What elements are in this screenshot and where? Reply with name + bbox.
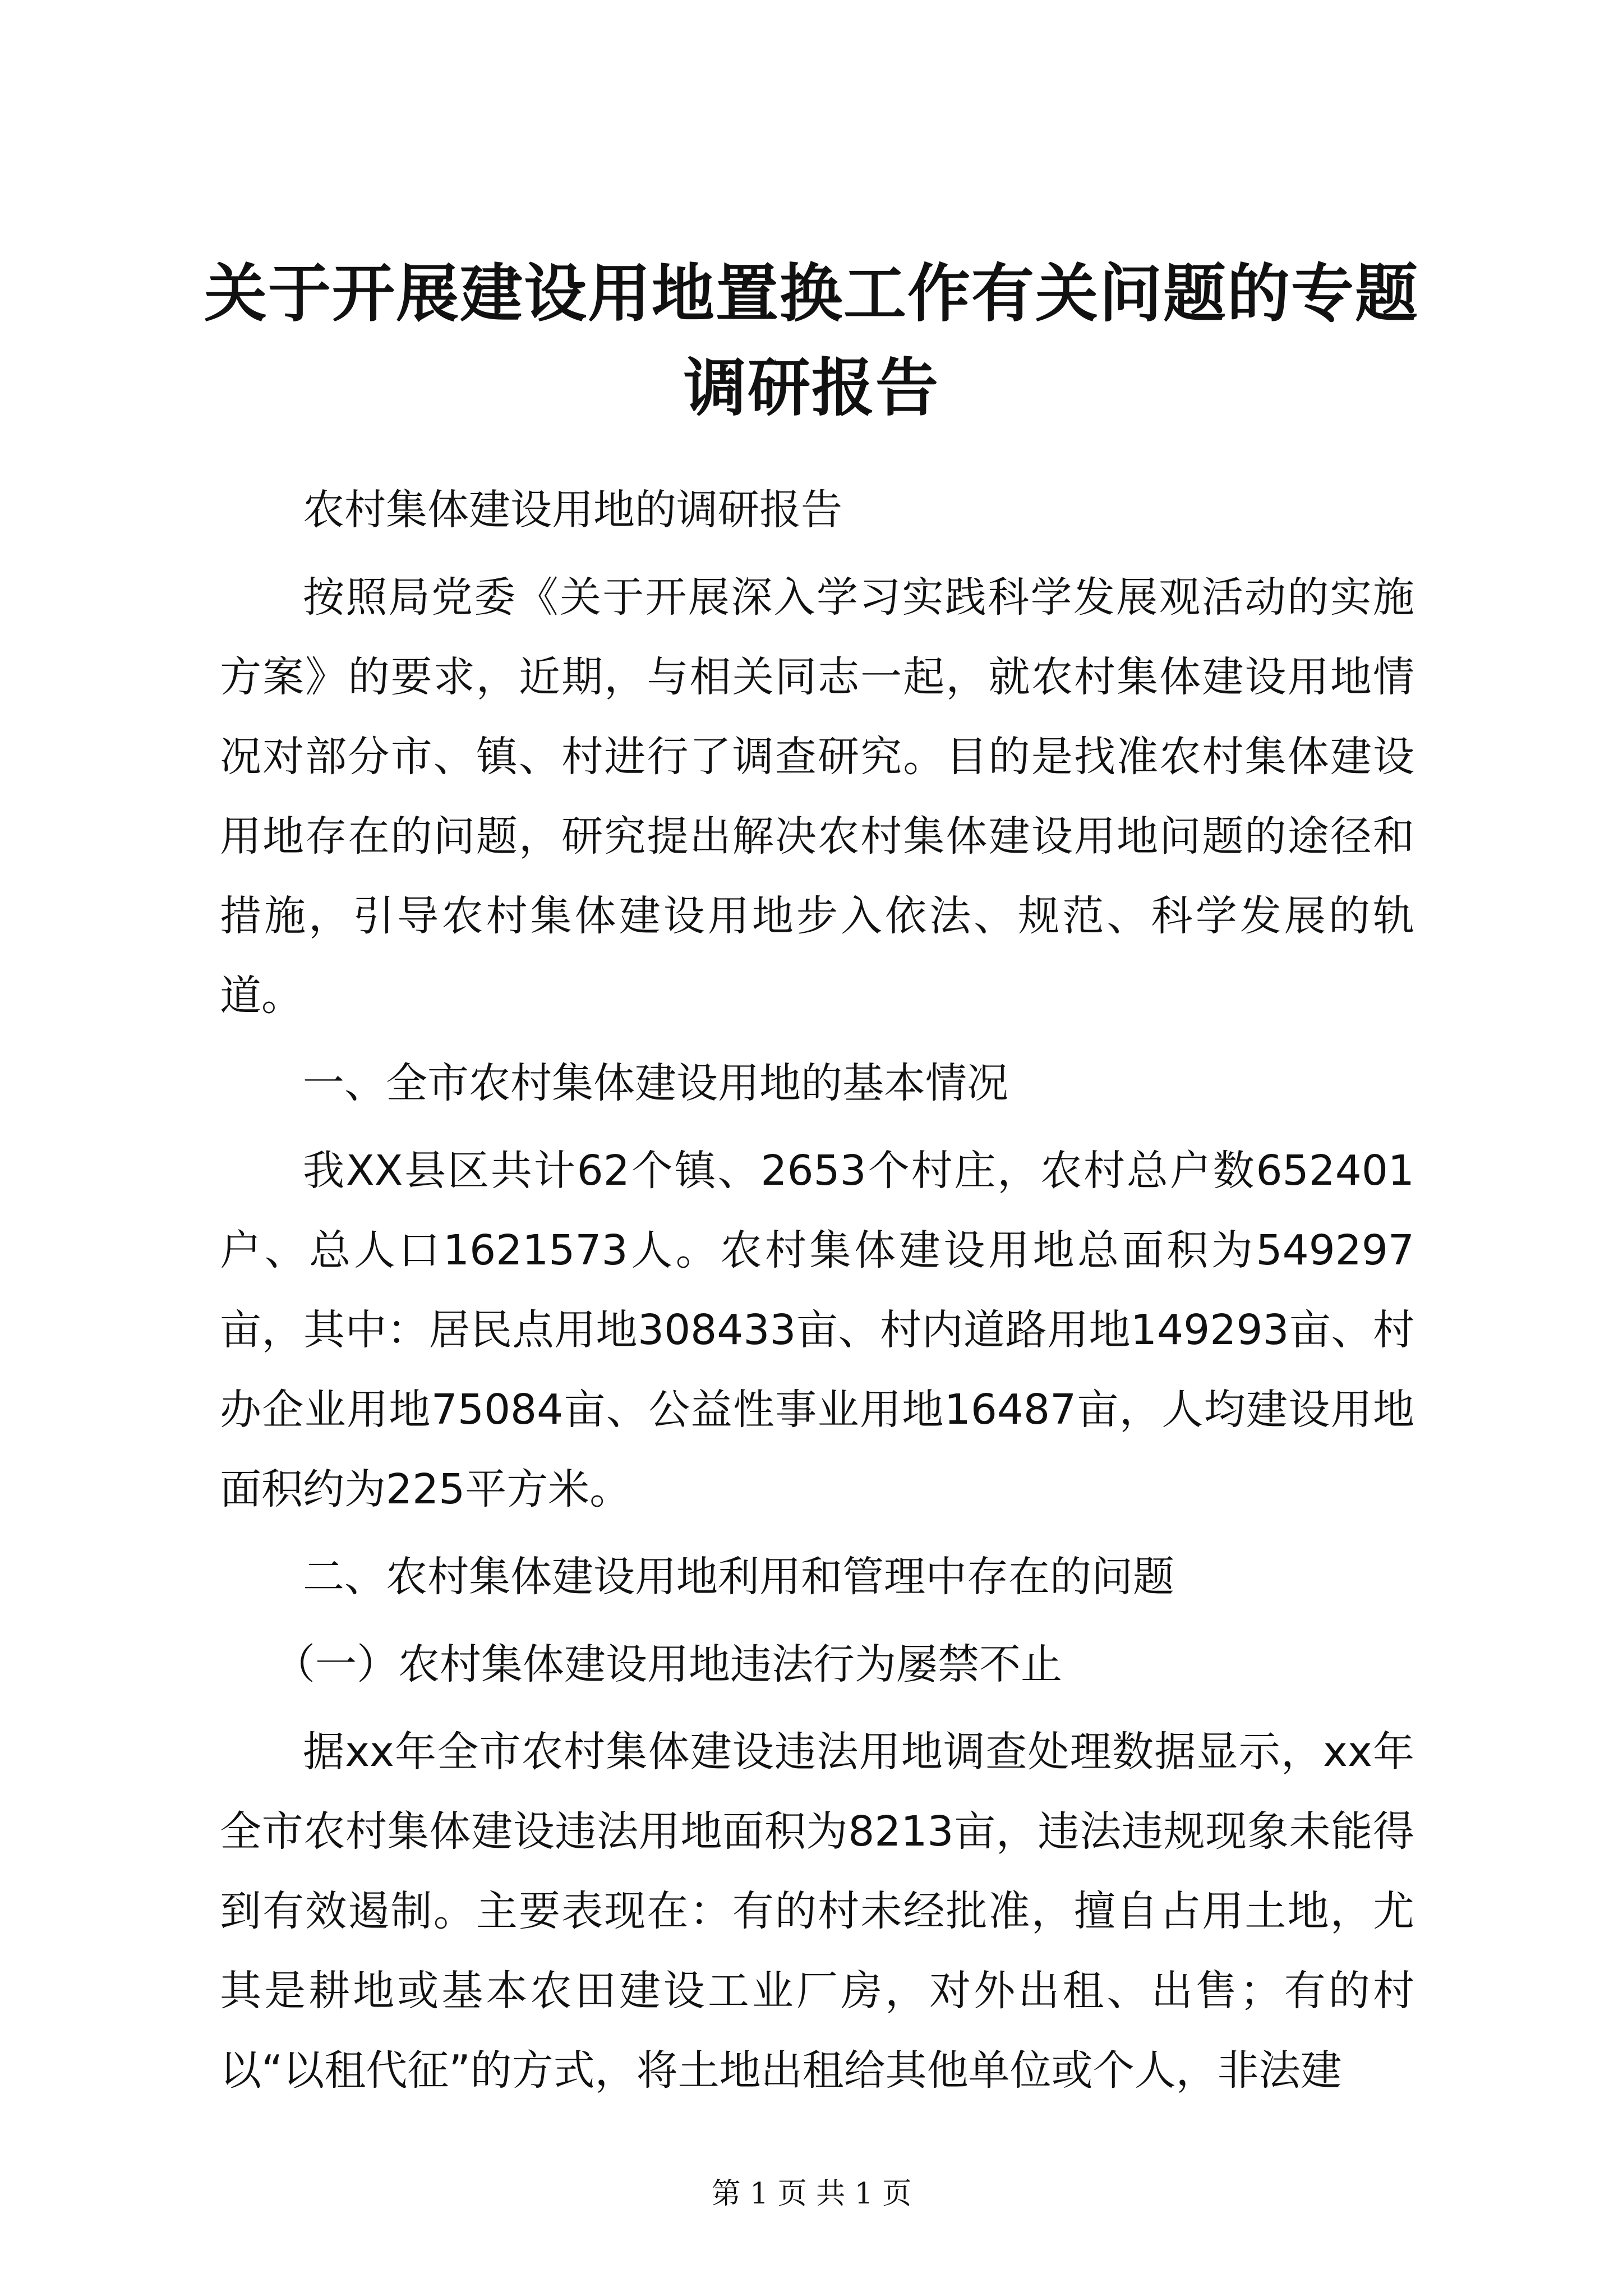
paragraph-intro: 按照局党委《关于开展深入学习实践科学发展观活动的实施方案》的要求，近期，与相关同志一起，就农村集体建设用地情况对部分市、镇、村进行了调查研究。目的是找准农村集体建设用地存在的问题，研究提出解决农村集体建设用地问题的途径和措施，引导农村集体建设用地步入依法、规范、科学发展的轨道。 — [220, 573, 1414, 1020]
page-footer: 第 1 页 共 1 页 — [711, 2177, 912, 2211]
paragraph-violations: 据xx年全市农村集体建设违法用地调查处理数据显示，xx年全市农村集体建设违法用地面积为8213亩，违法违规现象未能得到有效遏制。主要表现在：有的村未经批准，擅自占用土地，尤其是耕地或基本农田建设工业厂房，对外出租、出售；有的村以“以租代征”的方式，将土地出租给其他单位或个人，非法建 — [220, 1728, 1414, 2095]
section-heading-1: 一、全市农村集体建设用地的基本情况 — [303, 1059, 1008, 1107]
document-body — [220, 470, 1414, 2118]
paragraph-subtitle: 农村集体建设用地的调研报告 — [303, 486, 842, 534]
subsection-heading-1: （一）农村集体建设用地违法行为屡禁不止 — [274, 1640, 1062, 1688]
paragraph-basic-situation: 我XX县区共计62个镇、2653个村庄，农村总户数652401户、总人口1621573人。农村集体建设用地总面积为549297亩，其中：居民点用地308433亩、村内道路用地149293亩、村办企业用地75084亩、公益性事业用地16487亩，人均建设用地面积约为225平方米。 — [220, 1147, 1414, 1513]
section-heading-2: 二、农村集体建设用地利用和管理中存在的问题 — [303, 1553, 1174, 1601]
document-title: 关于开展建设用地置换工作有关问题的专题调研报告 — [204, 257, 1419, 425]
